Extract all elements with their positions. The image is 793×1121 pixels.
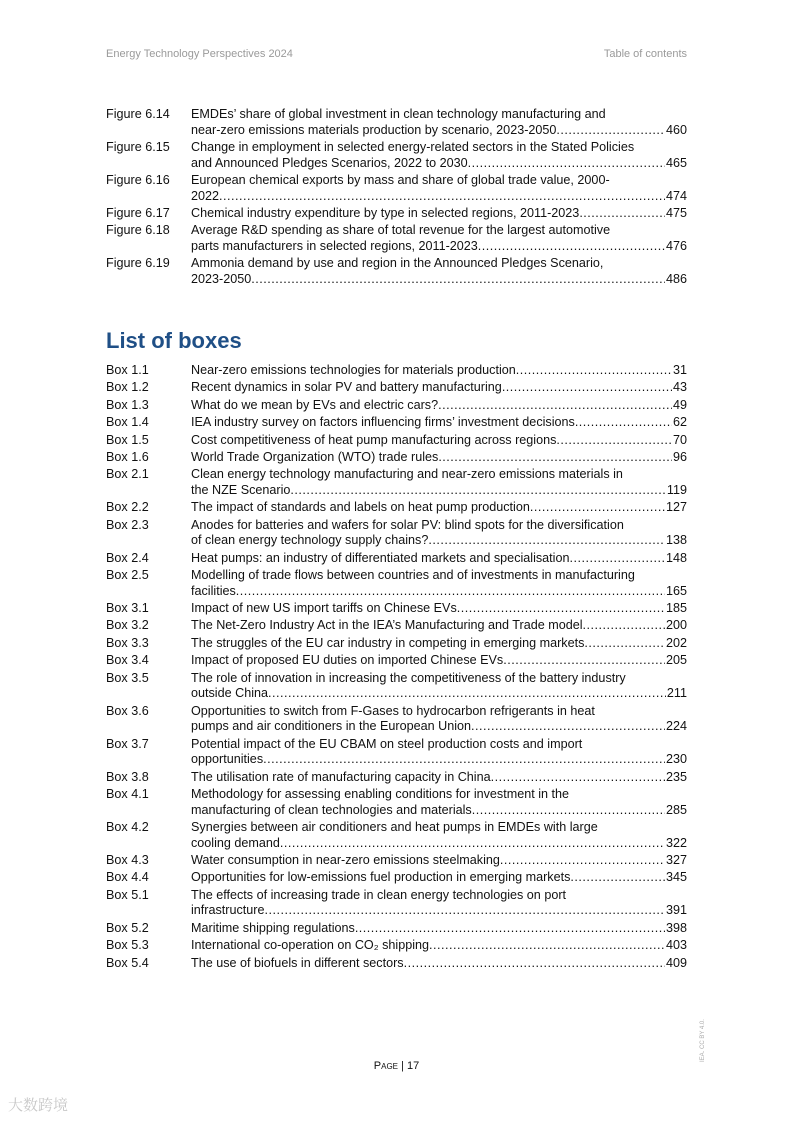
entry-last-line <box>191 903 687 919</box>
entry-label: Box 2.4 <box>106 550 149 565</box>
entry-title-line: 2022 <box>191 188 220 203</box>
entry-label: Box 4.2 <box>106 819 149 834</box>
entry-title-line: Maritime shipping regulations <box>191 920 355 935</box>
toc-entry[interactable] <box>106 921 687 938</box>
dot-leader <box>251 272 665 288</box>
entry-title-line: The utilisation rate of manufacturing capacity in China <box>191 769 491 784</box>
entry-label: Box 4.1 <box>106 786 149 801</box>
dot-leader <box>468 156 665 172</box>
entry-page-number[interactable]: 200 <box>665 618 687 633</box>
entry-title-line: Recent dynamics in solar PV and battery manufacturing <box>191 380 502 395</box>
entry-last-line <box>191 551 687 567</box>
dot-leader <box>556 433 672 449</box>
entry-last-line <box>191 770 687 786</box>
dot-leader <box>429 938 665 954</box>
entry-title <box>191 704 687 735</box>
entry-label: Box 5.2 <box>106 920 149 935</box>
dot-leader <box>265 903 665 919</box>
toc-entry[interactable] <box>106 653 687 670</box>
entry-title-line: opportunities <box>191 752 264 767</box>
entry-title <box>191 206 687 222</box>
entry-label: Box 3.5 <box>106 670 149 685</box>
watermark: 大数跨境 <box>8 1097 69 1114</box>
toc-entry[interactable] <box>106 223 687 256</box>
entry-title <box>191 173 687 204</box>
dot-leader <box>290 483 666 499</box>
entry-title-line: Opportunities to switch from F-Gases to hydrocarbon refrigerants in heat <box>191 703 595 718</box>
entry-page-number[interactable]: 230 <box>665 752 687 767</box>
entry-label: Box 1.2 <box>106 380 149 395</box>
entry-page-number[interactable]: 43 <box>672 380 687 395</box>
toc-entry[interactable] <box>106 770 687 787</box>
list-of-figures <box>106 107 687 289</box>
entry-last-line <box>191 483 687 499</box>
entry-title <box>191 518 687 549</box>
toc-entry[interactable] <box>106 737 687 770</box>
running-header-section: Table of contents <box>603 48 687 60</box>
entry-label: Box 1.3 <box>106 397 149 412</box>
entry-label: Box 3.3 <box>106 635 149 650</box>
entry-last-line <box>191 618 687 634</box>
entry-title <box>191 568 687 599</box>
entry-title-line: of clean energy technology supply chains? <box>191 533 429 548</box>
entry-title <box>191 223 687 254</box>
entry-page-number[interactable]: 391 <box>665 903 687 918</box>
entry-title-line: 2023-2050 <box>191 271 252 286</box>
entry-title-line: parts manufacturers in selected regions, 2011-2023 <box>191 238 478 253</box>
toc-entry[interactable] <box>106 173 687 206</box>
entry-last-line <box>191 363 687 379</box>
toc-entry[interactable] <box>106 450 687 467</box>
toc-entry[interactable] <box>106 938 687 955</box>
toc-entry[interactable] <box>106 870 687 887</box>
page-footer <box>0 1060 793 1072</box>
entry-last-line <box>191 921 687 937</box>
dot-leader <box>502 380 672 396</box>
toc-entry[interactable] <box>106 206 687 223</box>
entry-title <box>191 636 687 652</box>
entry-label: Box 4.4 <box>106 870 149 885</box>
entry-title-line: the NZE Scenario <box>191 482 291 497</box>
entry-title-line: Potential impact of the EU CBAM on steel production costs and import <box>191 736 583 751</box>
toc-entry[interactable] <box>106 601 687 618</box>
entry-title-line: Anodes for batteries and wafers for solar PV: blind spots for the diversification <box>191 517 624 532</box>
entry-title-line: facilities <box>191 583 236 598</box>
entry-title <box>191 140 687 171</box>
entry-title <box>191 956 687 972</box>
entry-page-number[interactable]: 62 <box>672 415 687 430</box>
toc-entry[interactable] <box>106 415 687 432</box>
toc-entry[interactable] <box>106 853 687 870</box>
entry-label: Box 5.4 <box>106 955 149 970</box>
entry-page-number[interactable]: 127 <box>665 500 687 515</box>
entry-title-line: The effects of increasing trade in clean energy technologies on port <box>191 887 567 902</box>
entry-page-number[interactable]: 474 <box>665 188 687 203</box>
entry-title <box>191 787 687 818</box>
entry-label: Box 1.5 <box>106 432 149 447</box>
entry-title-line: World Trade Organization (WTO) trade rules <box>191 449 439 464</box>
entry-last-line <box>191 584 687 600</box>
toc-entry[interactable] <box>106 568 687 601</box>
entry-last-line <box>191 752 687 768</box>
toc-entry[interactable] <box>106 888 687 921</box>
entry-page-number[interactable]: 475 <box>665 205 687 220</box>
entry-label: Box 5.3 <box>106 938 149 953</box>
entry-last-line <box>191 206 687 222</box>
entry-title-line: outside China <box>191 686 269 701</box>
entry-title-line: Average R&D spending as share of total revenue for the largest automotive <box>191 223 611 238</box>
entry-page-number[interactable]: 465 <box>665 155 687 170</box>
entry-last-line <box>191 938 687 954</box>
entry-label: Box 4.3 <box>106 852 149 867</box>
entry-title <box>191 433 687 449</box>
entry-title-line: Opportunities for low-emissions fuel production in emerging markets <box>191 870 571 885</box>
entry-last-line <box>191 398 687 414</box>
entry-last-line <box>191 686 687 702</box>
entry-page-number[interactable]: 205 <box>665 653 687 668</box>
toc-entry[interactable] <box>106 956 687 973</box>
entry-last-line <box>191 653 687 669</box>
entry-title-line: cooling demand <box>191 835 280 850</box>
toc-entry[interactable] <box>106 380 687 397</box>
entry-label: Box 3.4 <box>106 653 149 668</box>
entry-last-line <box>191 189 687 205</box>
dot-leader <box>584 636 665 652</box>
entry-last-line <box>191 956 687 972</box>
entry-title-line: pumps and air conditioners in the European Union <box>191 719 472 734</box>
entry-title <box>191 398 687 414</box>
entry-label: Box 3.8 <box>106 769 149 784</box>
dot-leader <box>570 870 665 886</box>
entry-title-line: Cost competitiveness of heat pump manufacturing across regions <box>191 432 557 447</box>
entry-title <box>191 551 687 567</box>
dot-leader <box>471 719 665 735</box>
entry-title-line: The impact of standards and labels on heat pump production <box>191 500 530 515</box>
dot-leader <box>219 189 665 205</box>
entry-last-line <box>191 601 687 617</box>
entry-title <box>191 618 687 634</box>
list-of-boxes-heading: List of boxes <box>106 328 242 353</box>
toc-entry[interactable] <box>106 140 687 173</box>
dot-leader <box>438 398 672 414</box>
page-label: Page <box>373 1060 398 1072</box>
entry-title <box>191 870 687 886</box>
entry-page-number[interactable]: 345 <box>665 870 687 885</box>
entry-title <box>191 450 687 466</box>
entry-title-line: The struggles of the EU car industry in competing in emerging markets <box>191 635 585 650</box>
dot-leader <box>583 618 665 634</box>
dot-leader <box>570 551 665 567</box>
entry-last-line <box>191 239 687 255</box>
entry-title <box>191 921 687 937</box>
dot-leader <box>503 653 665 669</box>
entry-title <box>191 653 687 669</box>
toc-entry[interactable] <box>106 671 687 704</box>
entry-title-line: and Announced Pledges Scenarios, 2022 to 2030 <box>191 155 468 170</box>
entry-last-line <box>191 380 687 396</box>
toc-entry[interactable] <box>106 363 687 380</box>
entry-label: Box 3.1 <box>106 601 149 616</box>
dot-leader <box>236 584 665 600</box>
entry-last-line <box>191 500 687 516</box>
entry-page-number[interactable]: 165 <box>665 583 687 598</box>
entry-page-number[interactable]: 49 <box>672 397 687 412</box>
entry-last-line <box>191 415 687 431</box>
entry-label: Figure 6.18 <box>106 223 170 238</box>
entry-title-line: The role of innovation in increasing the competitiveness of the battery industry <box>191 670 626 685</box>
toc-entry[interactable] <box>106 398 687 415</box>
running-header-title: Energy Technology Perspectives 2024 <box>106 48 293 60</box>
entry-page-number[interactable]: 403 <box>665 938 687 953</box>
page-number: 17 <box>406 1060 420 1072</box>
entry-page-number[interactable]: 486 <box>665 271 687 286</box>
entry-title-line: The use of biofuels in different sectors <box>191 955 404 970</box>
entry-page-number[interactable]: 409 <box>665 955 687 970</box>
entry-last-line <box>191 123 687 139</box>
entry-page-number[interactable]: 235 <box>665 769 687 784</box>
entry-title-line: Impact of proposed EU duties on imported Chinese EVs <box>191 653 504 668</box>
entry-title-line: Ammonia demand by use and region in the Announced Pledges Scenario, <box>191 256 604 271</box>
dot-leader <box>491 770 665 786</box>
dot-leader <box>500 853 665 869</box>
entry-page-number[interactable]: 119 <box>666 482 687 497</box>
entry-title <box>191 500 687 516</box>
entry-page-number[interactable]: 224 <box>665 719 687 734</box>
entry-page-number[interactable]: 211 <box>666 686 687 701</box>
toc-entry[interactable] <box>106 704 687 737</box>
dot-leader <box>530 500 665 516</box>
entry-label: Box 2.3 <box>106 517 149 532</box>
entry-page-number[interactable]: 31 <box>672 363 687 377</box>
dot-leader <box>404 956 665 972</box>
entry-page-number[interactable]: 202 <box>665 635 687 650</box>
dot-leader <box>355 921 665 937</box>
entry-page-number[interactable]: 285 <box>665 802 687 817</box>
entry-label: Figure 6.14 <box>106 107 170 121</box>
toc-entry[interactable] <box>106 618 687 635</box>
entry-page-number[interactable]: 322 <box>665 835 687 850</box>
entry-title-line: infrastructure <box>191 903 265 918</box>
entry-title-line: Chemical industry expenditure by type in selected regions, 2011-2023 <box>191 205 580 220</box>
entry-title <box>191 770 687 786</box>
entry-title <box>191 601 687 617</box>
entry-page-number[interactable]: 327 <box>665 852 687 867</box>
entry-last-line <box>191 719 687 735</box>
entry-title-line: Modelling of trade flows between countries and of investments in manufacturing <box>191 568 635 583</box>
dot-leader <box>457 601 665 617</box>
dot-leader <box>516 363 672 379</box>
entry-last-line <box>191 433 687 449</box>
entry-label: Box 3.2 <box>106 618 149 633</box>
entry-label: Box 3.7 <box>106 736 149 751</box>
entry-label: Box 3.6 <box>106 703 149 718</box>
entry-page-number[interactable]: 460 <box>665 122 687 137</box>
entry-label: Box 1.1 <box>106 363 149 377</box>
entry-last-line <box>191 870 687 886</box>
entry-last-line <box>191 803 687 819</box>
entry-title-line: Clean energy technology manufacturing and near-zero emissions materials in <box>191 467 623 482</box>
entry-title-line: Near-zero emissions technologies for materials production <box>191 363 516 377</box>
entry-title <box>191 820 687 851</box>
entry-title <box>191 380 687 396</box>
toc-entry[interactable] <box>106 551 687 568</box>
entry-last-line <box>191 450 687 466</box>
entry-label: Box 5.1 <box>106 887 149 902</box>
entry-title <box>191 671 687 702</box>
entry-label: Figure 6.16 <box>106 172 170 187</box>
dot-leader <box>575 415 672 431</box>
entry-last-line <box>191 533 687 549</box>
entry-page-number[interactable]: 96 <box>672 449 687 464</box>
entry-title-line: International co-operation on CO₂ shipping <box>191 938 430 953</box>
dot-leader <box>438 450 672 466</box>
toc-entry[interactable] <box>106 518 687 551</box>
entry-page-number[interactable]: 70 <box>672 432 687 447</box>
entry-title <box>191 256 687 287</box>
toc-entry[interactable] <box>106 107 687 140</box>
entry-label: Figure 6.17 <box>106 205 170 220</box>
entry-last-line <box>191 853 687 869</box>
entry-title-line: What do we mean by EVs and electric cars? <box>191 397 439 412</box>
entry-last-line <box>191 836 687 852</box>
dot-leader <box>263 752 665 768</box>
entry-title <box>191 737 687 768</box>
toc-entry[interactable] <box>106 636 687 653</box>
dot-leader <box>428 533 665 549</box>
dot-leader <box>280 836 665 852</box>
entry-title <box>191 415 687 431</box>
entry-title <box>191 467 687 498</box>
entry-title-line: European chemical exports by mass and share of global trade value, 2000- <box>191 172 610 187</box>
entry-label: Box 1.6 <box>106 449 149 464</box>
entry-label: Box 1.4 <box>106 415 149 430</box>
entry-last-line <box>191 636 687 652</box>
entry-last-line <box>191 272 687 288</box>
dot-leader <box>472 803 665 819</box>
entry-page-number[interactable]: 148 <box>665 550 687 565</box>
entry-title <box>191 853 687 869</box>
entry-title-line: The Net-Zero Industry Act in the IEA’s Manufacturing and Trade model <box>191 618 583 633</box>
entry-title <box>191 938 687 954</box>
entry-title-line: near-zero emissions materials production by scenario, 2023-2050 <box>191 122 557 137</box>
toc-entry[interactable] <box>106 787 687 820</box>
entry-page-number[interactable]: 398 <box>665 920 687 935</box>
entry-label: Figure 6.15 <box>106 139 170 154</box>
entry-title-line: Water consumption in near-zero emissions steelmaking <box>191 852 500 867</box>
entry-page-number[interactable]: 185 <box>665 601 687 616</box>
entry-label: Box 2.1 <box>106 467 149 482</box>
dot-leader <box>478 239 665 255</box>
dot-leader <box>556 123 665 139</box>
list-of-boxes <box>106 363 687 973</box>
toc-entry[interactable] <box>106 433 687 450</box>
entry-label: Box 2.2 <box>106 500 149 515</box>
entry-page-number[interactable]: 138 <box>665 533 687 548</box>
toc-entry[interactable] <box>106 500 687 517</box>
entry-page-number[interactable]: 476 <box>665 238 687 253</box>
entry-label: Box 2.5 <box>106 568 149 583</box>
dot-leader <box>579 206 665 222</box>
entry-title-line: Heat pumps: an industry of differentiated markets and specialisation <box>191 550 570 565</box>
license-note: IEA. CC BY 4.0. <box>700 1019 706 1062</box>
entry-title-line: EMDEs’ share of global investment in clean technology manufacturing and <box>191 107 606 121</box>
dot-leader <box>268 686 666 702</box>
entry-title-line: IEA industry survey on factors influencing firms’ investment decisions <box>191 415 575 430</box>
entry-title-line: manufacturing of clean technologies and materials <box>191 802 472 817</box>
entry-last-line <box>191 156 687 172</box>
entry-title-line: Change in employment in selected energy-related sectors in the Stated Policies <box>191 139 635 154</box>
toc-entry[interactable] <box>106 256 687 289</box>
toc-entry[interactable] <box>106 820 687 853</box>
toc-entry[interactable] <box>106 467 687 500</box>
entry-label: Figure 6.19 <box>106 256 170 271</box>
entry-title-line: Synergies between air conditioners and heat pumps in EMDEs with large <box>191 819 598 834</box>
entry-title <box>191 363 687 379</box>
entry-title-line: Methodology for assessing enabling conditions for investment in the <box>191 786 570 801</box>
page-separator: | <box>398 1060 407 1072</box>
entry-title-line: Impact of new US import tariffs on Chinese EVs <box>191 601 457 616</box>
entry-title <box>191 107 687 138</box>
entry-title <box>191 888 687 919</box>
